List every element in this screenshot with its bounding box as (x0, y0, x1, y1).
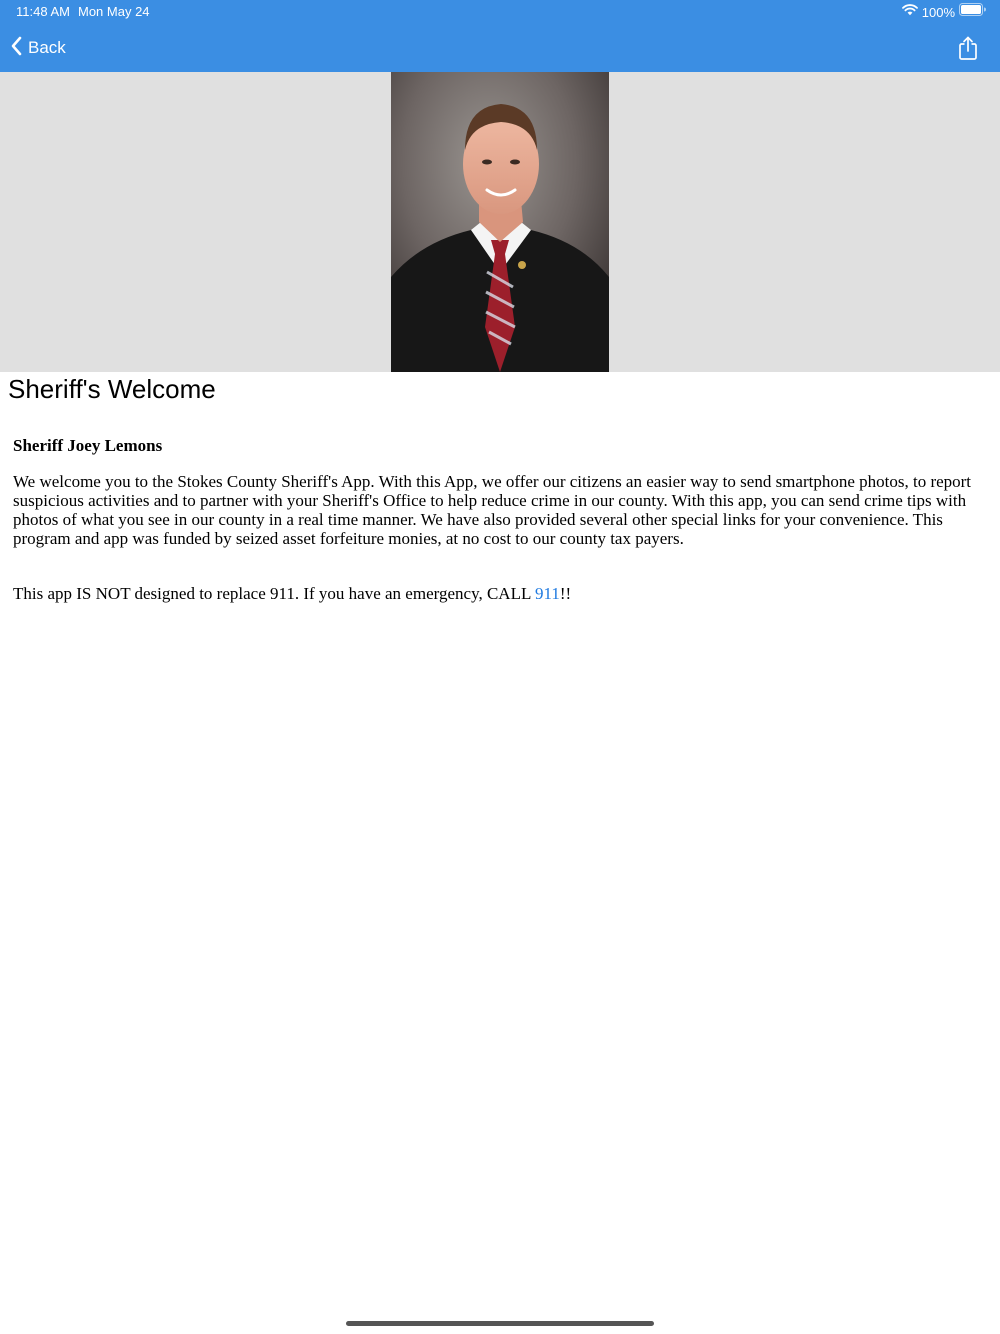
home-indicator[interactable] (346, 1321, 654, 1326)
battery-icon (959, 3, 986, 21)
navigation-header (0, 0, 1000, 72)
emergency-notice-text: This app IS NOT designed to replace 911. If you have an emergency, CALL (13, 584, 535, 603)
share-button[interactable] (956, 35, 980, 61)
status-indicators (902, 3, 986, 21)
back-label: Back (28, 38, 66, 57)
call-911-link[interactable]: 911 (534, 584, 560, 603)
status-date: Mon May 24 (78, 4, 150, 19)
page-title: Sheriff's Welcome (8, 374, 216, 404)
battery-percent: 100% (921, 4, 955, 20)
hero-banner (0, 72, 1000, 372)
status-time: 11:48 AM (16, 4, 70, 19)
sheriff-portrait (391, 72, 609, 372)
welcome-paragraph: We welcome you to the Stokes County Sheriff's App. With this App, we offer our citizens an easier way to send smartphone photos, to report suspicious activities and to partner with your Sheriff's Office to help reduce crime in our county. With this app, you can send crime tips with photos of what you see in our county in a real time manner. We have also provided several other special links for your convenience. This program and app was funded by seized asset forfeiture monies, at no cost to our county tax payers. (13, 472, 972, 548)
emergency-notice (13, 584, 988, 603)
wifi-icon (902, 3, 918, 21)
share-icon (956, 48, 980, 65)
author-name: Sheriff Joey Lemons (13, 436, 163, 455)
article-body (13, 436, 988, 603)
chevron-left-icon (10, 36, 22, 61)
emergency-notice-suffix: !! (559, 584, 572, 603)
back-button[interactable] (10, 34, 66, 62)
